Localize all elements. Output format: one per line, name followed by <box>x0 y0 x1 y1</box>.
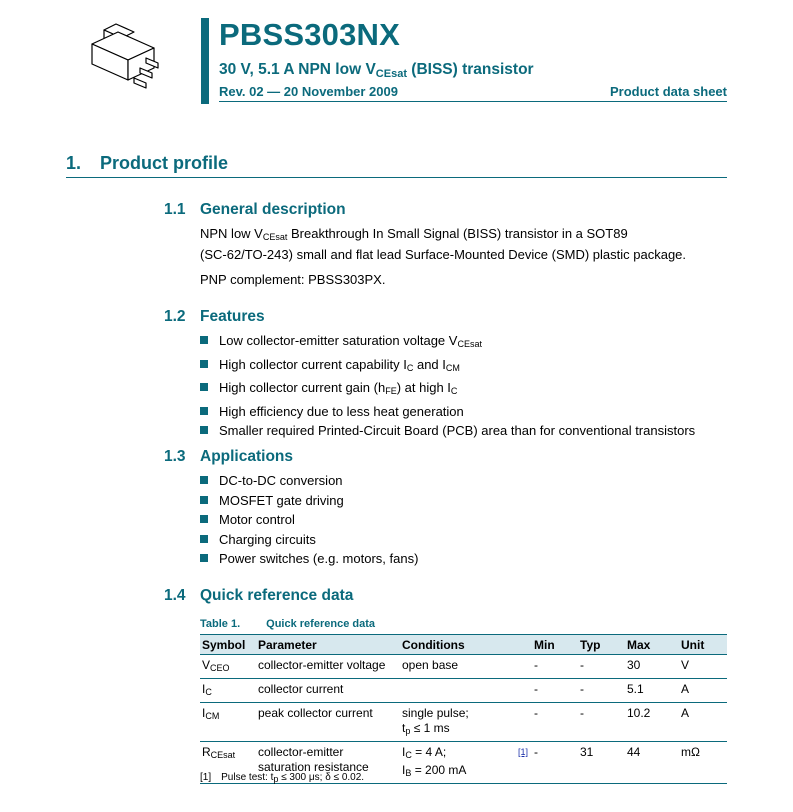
footnote-ref-link[interactable]: [1] <box>518 747 529 757</box>
symbol-cell: $V_{CEO}$ <box>200 655 256 679</box>
general-description: NPN low $V_{CEsat}$ Breakthrough In Small Signal (BISS) transistor in a SOT89 (SC-62/TO-243) small and flat lead Surface-Mounted Device (SMD) plastic package. <box>200 226 687 262</box>
table-row <box>200 703 727 742</box>
doc-type: Product data sheet <box>609 84 727 99</box>
ref-cell <box>516 742 532 784</box>
subsection-number: 1.3 <box>164 448 186 465</box>
min-cell: - <box>532 742 578 784</box>
parameter-cell: peak collector current <box>256 703 400 742</box>
header-rule <box>219 101 727 102</box>
conditions-cell: open base <box>400 655 516 679</box>
quick-reference-table <box>200 634 727 784</box>
parameter-cell: collector-emitter saturation resistance <box>256 742 400 784</box>
subsection-title: Quick reference data <box>200 587 354 604</box>
min-cell: - <box>532 679 578 703</box>
ref-cell <box>516 703 532 742</box>
square-bullet-icon <box>200 515 208 523</box>
sot89-package-icon <box>88 18 160 100</box>
section-number: 1. <box>66 153 82 173</box>
typ-cell: - <box>578 703 625 742</box>
symbol-cell: $I_C$ <box>200 679 256 703</box>
header-accent-bar <box>201 18 209 104</box>
typ-cell: - <box>578 679 625 703</box>
parameter-cell: collector current <box>256 679 400 703</box>
column-header: Max <box>625 635 679 655</box>
section-rule <box>66 177 727 178</box>
typ-cell: - <box>578 655 625 679</box>
max-cell: 30 <box>625 655 679 679</box>
column-header: Typ <box>578 635 625 655</box>
max-cell: 10.2 <box>625 703 679 742</box>
list-item: Smaller required Printed-Circuit Board (PCB) area than for conventional transistors <box>200 421 695 441</box>
table-footnote: [1] Pulse test: $t_p \le 300$ μs; δ ≤ 0.02. <box>200 772 365 784</box>
list-item: DC-to-DC conversion <box>200 471 418 491</box>
table-row <box>200 655 727 679</box>
square-bullet-icon <box>200 476 208 484</box>
subsection-number: 1.1 <box>164 201 186 218</box>
applications-list <box>200 471 418 569</box>
list-item: Low collector-emitter saturation voltage $V_{CEsat}$ <box>200 331 695 355</box>
section-title: Product profile <box>100 153 229 173</box>
subsection-number: 1.2 <box>164 308 186 325</box>
square-bullet-icon <box>200 554 208 562</box>
unit-cell: A <box>679 703 727 742</box>
column-header: Symbol <box>200 635 256 655</box>
doc-subtitle: 30 V, 5.1 A NPN low $V_{CEsat}$ (BISS) transistor <box>219 61 534 80</box>
conditions-cell: single pulse; $t_p \le 1$ ms <box>400 703 516 742</box>
table-header-row <box>200 635 727 655</box>
min-cell: - <box>532 655 578 679</box>
square-bullet-icon <box>200 426 208 434</box>
column-header-spacer <box>516 635 532 655</box>
doc-title: PBSS303NX <box>219 17 401 52</box>
conditions-cell <box>400 679 516 703</box>
column-header: Parameter <box>256 635 400 655</box>
square-bullet-icon <box>200 336 208 344</box>
column-header: Min <box>532 635 578 655</box>
unit-cell: V <box>679 655 727 679</box>
symbol-cell: $R_{CEsat}$ <box>200 742 256 784</box>
unit-cell: A <box>679 679 727 703</box>
conditions-line: $I_C = 4$ A; <box>402 745 447 760</box>
unit-cell: mΩ <box>679 742 727 784</box>
max-cell: 5.1 <box>625 679 679 703</box>
min-cell: - <box>532 703 578 742</box>
parameter-cell: collector-emitter voltage <box>256 655 400 679</box>
list-item: High collector current capability $I_C$ and $I_{CM}$ <box>200 355 695 379</box>
square-bullet-icon <box>200 535 208 543</box>
list-item: Power switches (e.g. motors, fans) <box>200 549 418 569</box>
column-header: Conditions <box>400 635 516 655</box>
column-header: Unit <box>679 635 727 655</box>
typ-cell: 31 <box>578 742 625 784</box>
list-item: High collector current gain $(h_{FE})$ at high $I_C$ <box>200 378 695 402</box>
list-item: Charging circuits <box>200 530 418 550</box>
list-item: Motor control <box>200 510 418 530</box>
pnp-complement: PNP complement: PBSS303PX. <box>200 272 386 287</box>
square-bullet-icon <box>200 383 208 391</box>
ref-cell <box>516 655 532 679</box>
max-cell: 44 <box>625 742 679 784</box>
conditions-cell: $I_C = 4$ A; $I_B = 200$ mA <box>400 742 516 784</box>
subsection-title: General description <box>200 201 346 218</box>
ref-cell <box>516 679 532 703</box>
subsection-number: 1.4 <box>164 587 186 604</box>
square-bullet-icon <box>200 407 208 415</box>
features-list <box>200 331 695 441</box>
subsection-title: Applications <box>200 448 294 465</box>
symbol-cell: $I_{CM}$ <box>200 703 256 742</box>
table-row <box>200 679 727 703</box>
list-item: MOSFET gate driving <box>200 491 418 511</box>
subsection-title: Features <box>200 308 265 325</box>
revision-line: Rev. 02 — 20 November 2009 <box>219 84 398 99</box>
square-bullet-icon <box>200 496 208 504</box>
square-bullet-icon <box>200 360 208 368</box>
list-item: High efficiency due to less heat generation <box>200 402 695 422</box>
table-caption: Table 1. Quick reference data <box>200 618 375 630</box>
